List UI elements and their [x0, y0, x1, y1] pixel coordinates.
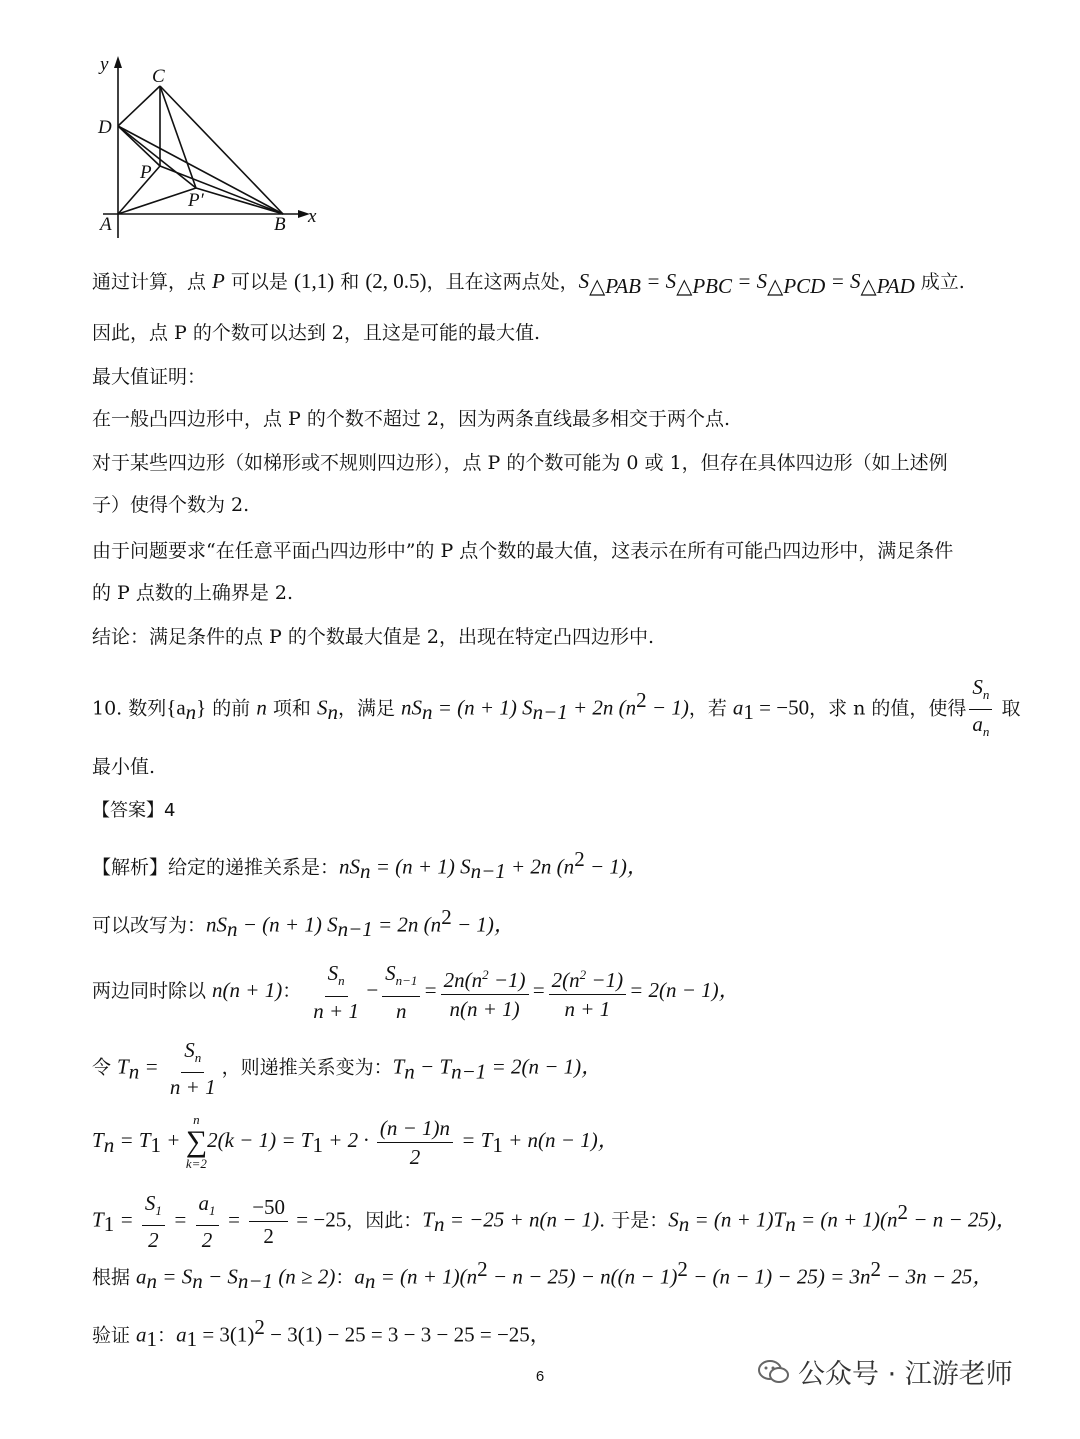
solution-line-6: $T_1$ = $\frac{S_1}{2}$ = $\frac{a_1}{2}$ = $\frac{-50}{2}$ = −25，因此：$T_n = -25 + n(n - 1)$. 于是：$S_n = (n + 1)T_n = (n + 1)(n^2 - n - 25)$， — [92, 1190, 1017, 1252]
edge-DC — [118, 86, 160, 126]
text-line-8: 的 P 点数的上确界是 2. — [92, 582, 294, 604]
text-line-7: 由于问题要求“在任意平面凸四边形中”的 P 点个数的最大值，这表示在所有可能凸四边形中，满足条件 — [92, 540, 954, 562]
label-P-prime: P′ — [188, 190, 204, 211]
label-y: y — [100, 54, 109, 75]
question-10: 10. 数列$\{a_n\}$ 的前 n 项和 $S_n$，满足 $nS_n = (n + 1) S_{n-1} + 2n$ $(n^2 - 1)$，若 $a_1 = -50$，求 n 的值，使得 $\frac{S_n}{a_n}$ 取 — [92, 674, 1021, 740]
label-A: A — [100, 214, 112, 235]
text-line-6: 子）使得个数为 2. — [92, 494, 250, 516]
text-line-2: 因此，点 P 的个数可以达到 2，且这是可能的最大值. — [92, 322, 541, 344]
solution-line-7: 根据 $a_n = S_n - S_{n-1}$ (n ≥ 2)：$a_n = (n + 1)(n^2 - n - 25) - n((n - 1)^2 - (n - 1) - 25) = 3n^2 - 3n - 25$， — [92, 1257, 994, 1294]
text-line-5: 对于某些四边形（如梯形或不规则四边形），点 P 的个数可能为 0 或 1，但存在具体四边形（如上述例 — [92, 452, 948, 474]
label-B: B — [274, 214, 286, 235]
solution-line-3: 两边同时除以 n(n + 1)： $\frac{S_n}{n + 1}$ − $\frac{S_{n-1}}{n}$ = $\frac{2n(n^2 -1)}{n(n + 1)}$ = $\frac{2(n^2 -1)}{n + 1}$ = 2(n − 1)， — [92, 961, 740, 1023]
text-line-3: 最大值证明： — [92, 366, 207, 388]
label-D: D — [98, 117, 112, 138]
geometry-figure — [78, 48, 338, 248]
text-line-1: 通过计算，点 P 可以是 (1,1) 和 (2, 0.5)，且在这两点处，$S_{\triangle PAB} = S_{\triangle PBC} = S_{\triangle PCD} = S_{\triangle PAD}$ 成立. — [92, 269, 965, 298]
solution-line-2: 可以改写为：$nS_n - (n + 1) S_{n-1} = 2n$ $(n^2 - 1)$， — [92, 905, 515, 942]
solution-line-1: 【解析】给定的递推关系是：$nS_n = (n + 1) S_{n-1} + 2n$ $(n^2 - 1)$， — [92, 847, 648, 884]
answer: 【答案】4 — [92, 800, 176, 821]
label-x: x — [308, 206, 317, 227]
text-line-11: 最小值. — [92, 756, 156, 778]
summation: n ∑ k=2 — [185, 1112, 208, 1171]
label-C: C — [152, 66, 165, 87]
y-axis-arrow — [114, 56, 122, 68]
text-line-4: 在一般凸四边形中，点 P 的个数不超过 2，因为两条直线最多相交于两个点. — [92, 408, 731, 430]
solution-line-5: $T_n = T_1$ + n ∑ k=2 $2(k - 1) = T_1 + 2$ · $\frac{(n - 1)n}{2}$ = $T_1 + n(n - 1)$， — [92, 1112, 619, 1171]
watermark-text: 公众号 · 江游老师 — [798, 1359, 1013, 1390]
solution-line-8: 验证 $a_1$：$a_1 = 3(1)^2 - 3(1) - 25 = 3 - 3 - 25 = -25$， — [92, 1315, 551, 1352]
text-line-9: 结论：满足条件的点 P 的个数最大值是 2，出现在特定凸四边形中. — [92, 626, 655, 648]
label-P: P — [140, 162, 152, 183]
solution-line-4: 令 $T_n$ = $\frac{S_n}{n + 1}$ ，则递推关系变为：$T_n - T_{n-1} = 2(n - 1)$， — [92, 1038, 603, 1100]
page-number: 6 — [535, 1368, 545, 1385]
